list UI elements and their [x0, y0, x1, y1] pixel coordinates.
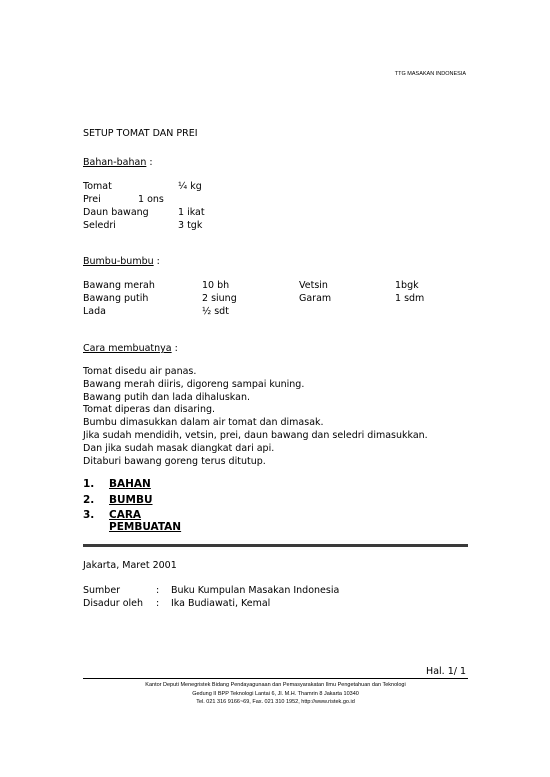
page-number: Hal. 1/ 1	[426, 666, 466, 677]
bahan-heading-colon: :	[149, 157, 153, 168]
spice-name: Lada	[83, 306, 106, 317]
cara-heading	[83, 343, 178, 354]
link-bahan[interactable]: BAHAN	[109, 478, 151, 490]
footer-line-3: Tel. 021 316 9166~69, Fax. 021 310 1952, http://www.ristek.go.id	[196, 699, 355, 705]
adapter-value: Ika Budiawati, Kemal	[171, 598, 271, 609]
spice-name: Bawang putih	[83, 293, 149, 304]
footer-rule	[83, 678, 468, 679]
ingredient-qty: 3 tgk	[178, 220, 203, 231]
cara-heading-colon: :	[174, 343, 178, 354]
header-label: TTG MASAKAN INDONESIA	[394, 71, 466, 77]
ingredient-qty: 1 ikat	[178, 207, 205, 218]
spice-name: Garam	[299, 293, 332, 304]
cara-step: Bawang merah diiris, digoreng sampai kuning.	[83, 378, 305, 390]
source-value: Buku Kumpulan Masakan Indonesia	[171, 585, 340, 596]
cara-step: Ditaburi bawang goreng terus ditutup.	[83, 455, 266, 467]
ingredient-name: Prei	[83, 194, 101, 205]
bahan-heading-text: Bahan-bahan	[83, 157, 147, 168]
link-cara-pembuatan[interactable]: CARA PEMBUATAN	[109, 509, 182, 533]
spice-qty: 1bgk	[395, 280, 419, 291]
footer-address	[83, 681, 468, 707]
bumbu-heading-colon: :	[156, 256, 160, 267]
ingredient-name: Seledri	[83, 220, 116, 231]
page-title: SETUP TOMAT DAN PREI	[83, 128, 198, 139]
cara-step: Tomat disedu air panas.	[83, 366, 197, 377]
section-divider	[83, 544, 468, 547]
link-bumbu[interactable]: BUMBU	[109, 493, 153, 506]
ingredient-qty: 1 ons	[138, 194, 164, 205]
bumbu-heading	[83, 256, 160, 267]
spice-qty: 10 bh	[202, 280, 230, 291]
adapter-colon: :	[156, 598, 160, 609]
footer-line-2: Gedung II BPP Teknologi Lantai 6, Jl. M.H. Thamrin 8 Jakarta 10340	[192, 690, 359, 697]
spice-qty: ½ sdt	[202, 306, 229, 317]
cara-heading-text: Cara membuatnya	[83, 343, 172, 354]
source-label: Sumber	[83, 585, 121, 596]
spice-name: Vetsin	[299, 280, 328, 291]
link-number: 3.	[83, 509, 95, 521]
cara-step: Dan jika sudah masak diangkat dari api.	[83, 442, 275, 454]
ingredient-name: Tomat	[83, 181, 112, 192]
bumbu-heading-text: Bumbu-bumbu	[83, 256, 154, 267]
date-line: Jakarta, Maret 2001	[83, 560, 177, 571]
ingredient-qty: ¼ kg	[178, 181, 202, 192]
adapter-label: Disadur oleh	[83, 598, 144, 609]
cara-step: Jika sudah mendidih, vetsin, prei, daun bawang dan seledri dimasukkan.	[83, 429, 428, 441]
link-number: 1.	[83, 478, 95, 490]
footer-line-1: Kantor Deputi Menegristek Bidang Pendayagunaan dan Pemasyarakatan Ilmu Pengetahuan dan Teknologi	[145, 682, 406, 688]
spice-qty: 2 siung	[202, 293, 237, 304]
bahan-heading	[83, 157, 153, 168]
ingredient-name: Daun bawang	[83, 207, 149, 218]
cara-step: Tomat diperas dan disaring.	[83, 404, 216, 416]
cara-step: Bawang putih dan lada dihaluskan.	[83, 391, 251, 403]
spice-qty: 1 sdm	[395, 293, 425, 304]
cara-steps	[83, 366, 428, 468]
spice-name: Bawang merah	[83, 280, 155, 291]
cara-step: Bumbu dimasukkan dalam air tomat dan dimasak.	[83, 417, 324, 429]
link-number: 2.	[83, 493, 95, 506]
source-colon: :	[156, 585, 160, 596]
